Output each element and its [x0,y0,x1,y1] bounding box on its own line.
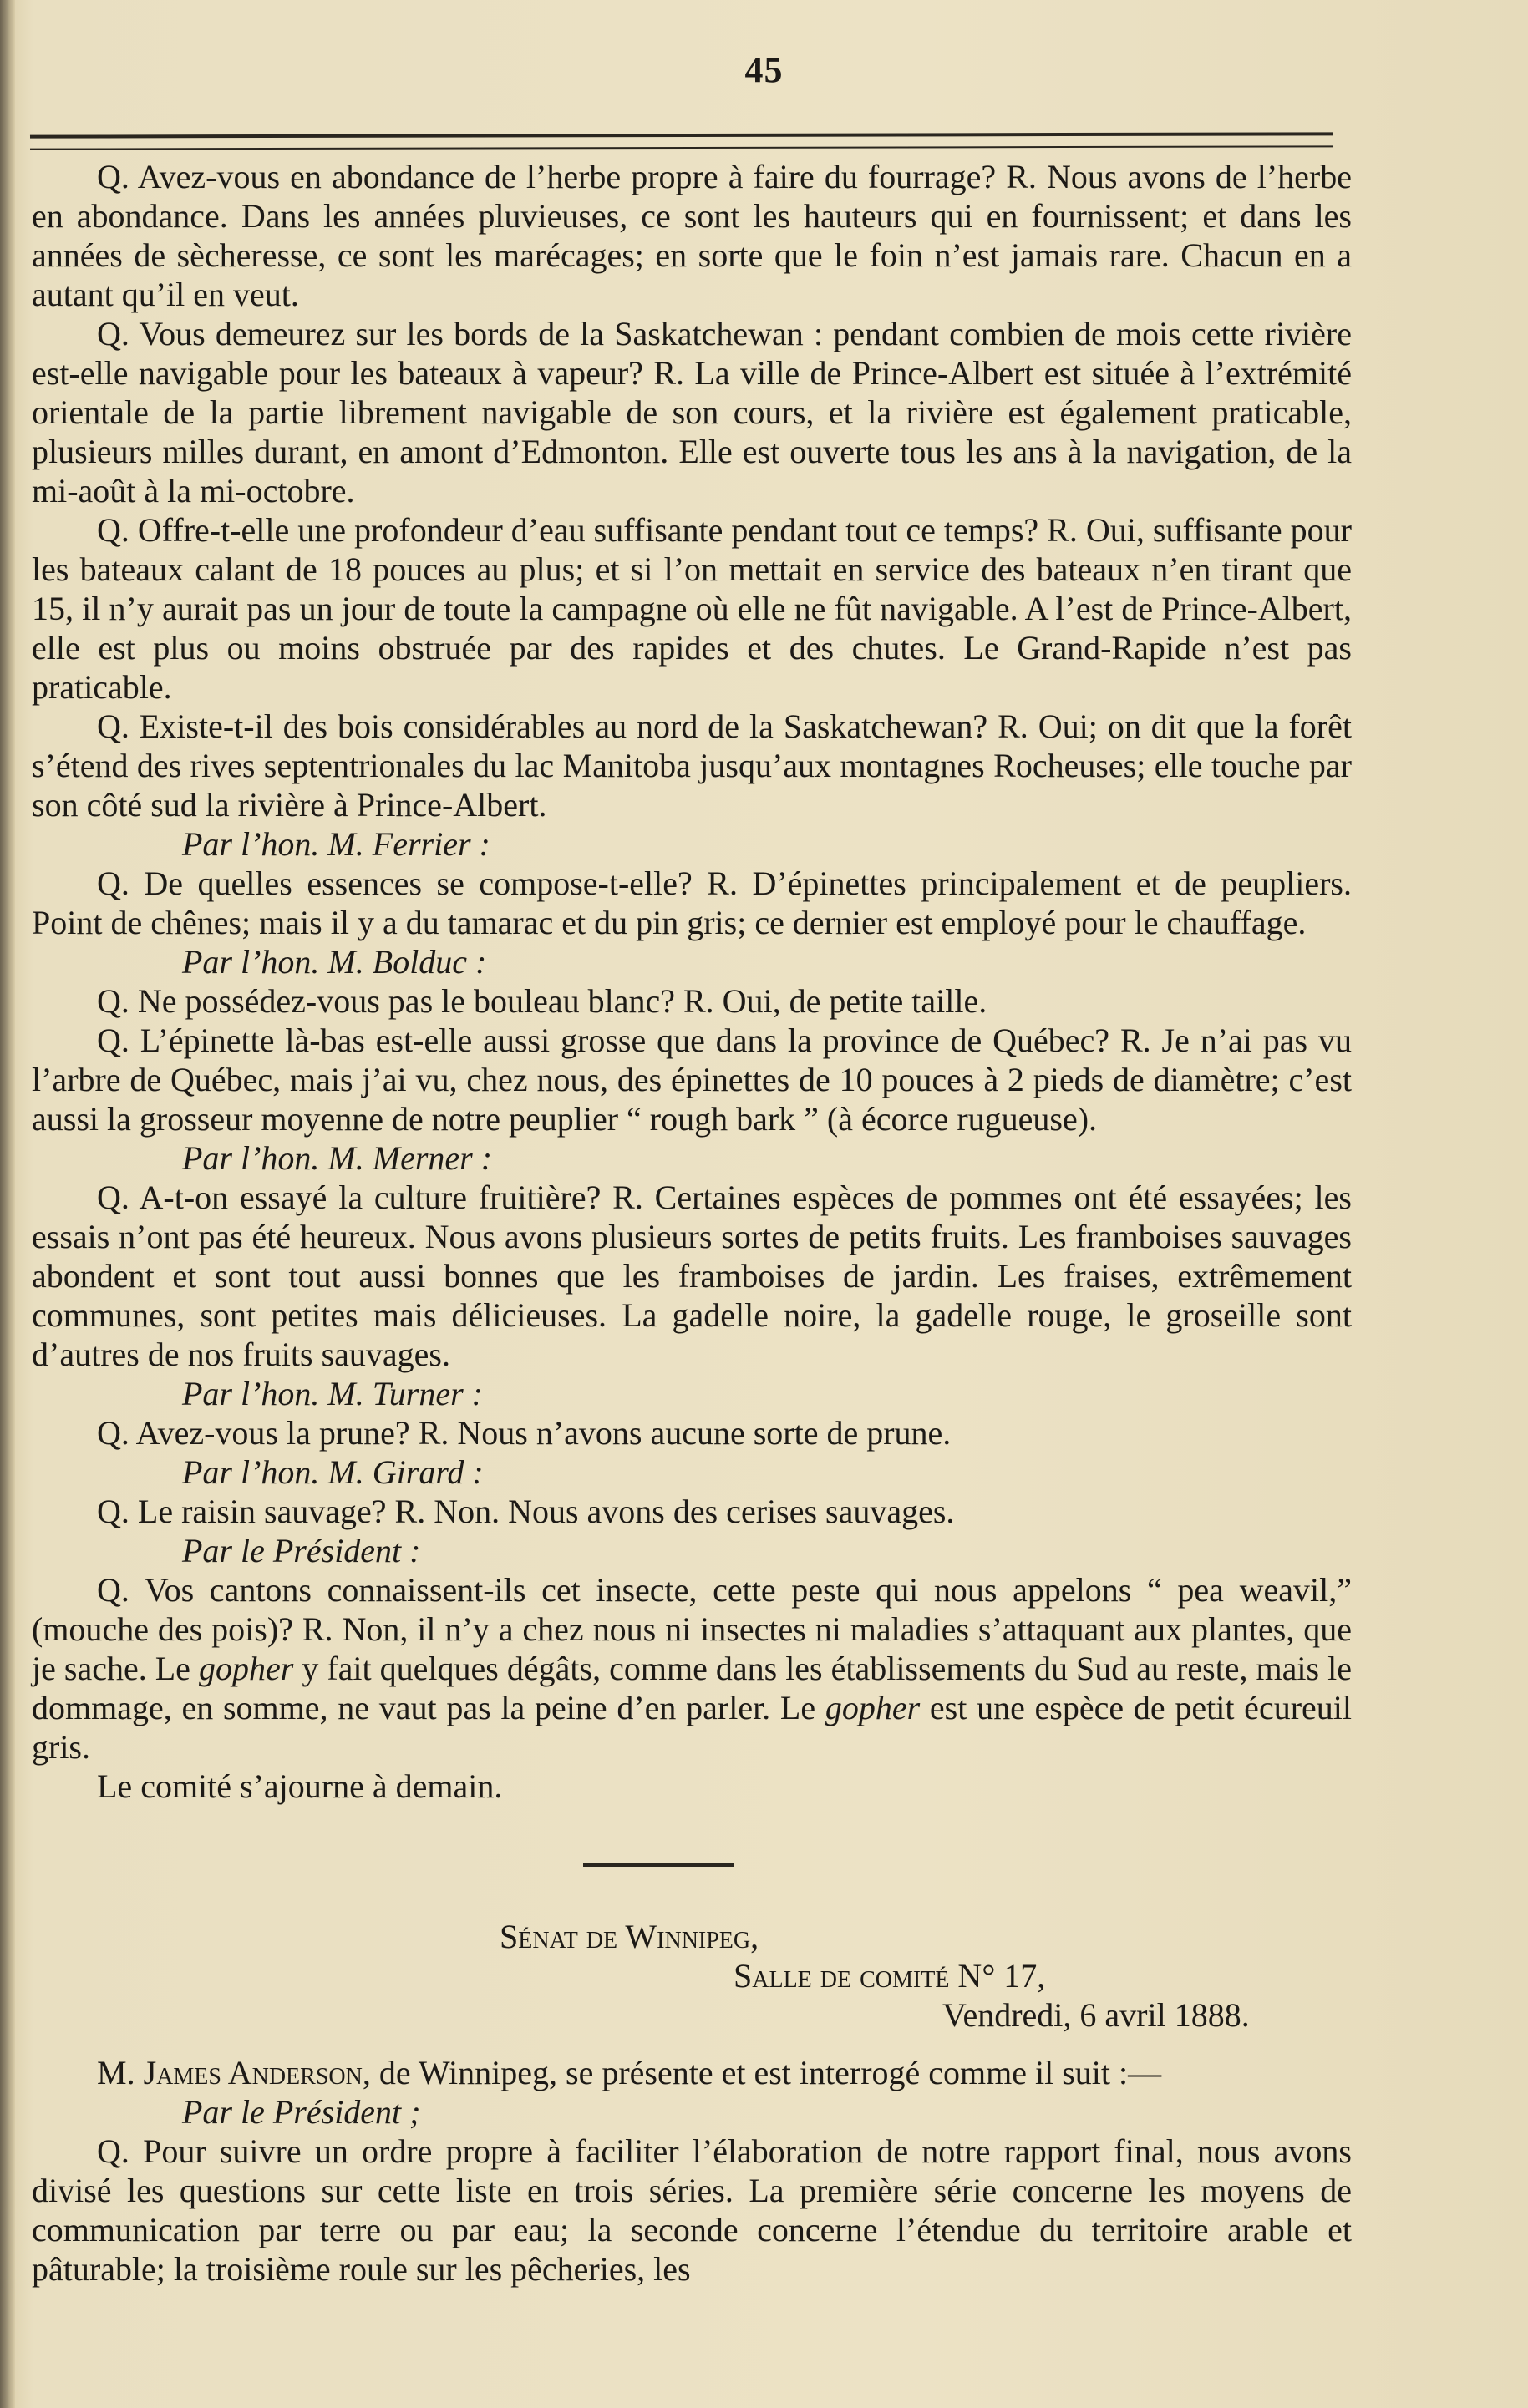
senate-heading: Sénat de Winnipeg, [500,1918,759,1955]
final-question: Q. Pour suivre un ordre propre à faciliter l’élaboration de notre rapport final, nous avons divisé les questions sur cette liste en trois séries. La première série concerne les moyens de communication par terre ou par eau; la seconde concerne l’étendue du territoire arable et pâturable; la troisième roule sur les pêcheries, les [32,2132,1352,2288]
speaker-line: Par l’hon. M. Bolduc : [182,943,487,981]
witness-introduction [32,2053,1352,2092]
gopher-term: gopher [825,1689,921,1726]
speaker-line: Par l’hon. M. Ferrier : [182,825,490,863]
speaker-line: Par le Président : [182,1532,421,1569]
adjournment-line: Le comité s’ajourne à demain. [97,1767,503,1805]
question-answer-paragraph: Q. A-t-on essayé la culture fruitière? R. Certaines espèces de pommes ont été essayées; les essais n’ont pas été heureux. Nous avons plusieurs sortes de petits fruits. Les framboises sauvages abondent et sont tout aussi bonnes que les framboises de jardin. Les fraises, extrêmement communes, sont petites mais délicieuses. La gadelle noire, la gadelle rouge, le groseille sont d’autres de nos fruits sauvages. [32,1179,1352,1373]
header-double-rule [30,132,1333,150]
gopher-paragraph [32,1570,1352,1767]
gopher-paragraph-text-b: y fait quelques dégâts, comme dans les établissements du Sud au reste, mais le dommage, en somme, ne vaut pas la peine d’en parler. Le [32,1650,1352,1726]
witness-name: James Anderson [143,2054,363,2091]
question-answer-paragraph: Q. Ne possédez-vous pas le bouleau blanc? R. Oui, de petite taille. [97,982,987,1020]
question-answer-paragraph: Q. Avez-vous la prune? R. Nous n’avons aucune sorte de prune. [97,1414,952,1452]
speaker-line: Par l’hon. M. Girard : [182,1453,484,1491]
gopher-paragraph-text-c: est une espèce de petit écureuil gris. [32,1689,1352,1766]
body-text [32,157,1352,2289]
question-answer-paragraph: Q. Existe-t-il des bois considérables au nord de la Saskatchewan? R. Oui; on dit que la forêt s’étend des rives septentrionales du lac Manitoba jusqu’aux montagnes Rocheuses; elle touche par son côté sud la rivière à Prince-Albert. [32,707,1352,824]
gopher-paragraph-text-a: Q. Vos cantons connaissent-ils cet insecte, cette peste qui nous appelons “ pea weavil,” (mouche des pois)? R. Non, il n’y a chez nous ni insectes ni maladies s’attaquant aux plantes, que je sache. Le [32,1571,1352,1687]
question-answer-paragraph: Q. De quelles essences se compose-t-elle? R. D’épinettes principalement et de peupliers. Point de chênes; mais il y a du tamarac et du pin gris; ce dernier est employé pour le chauffage. [32,864,1352,941]
committee-room-heading: Salle de comité N° 17, [734,1957,1046,1995]
witness-intro-text: , de Winnipeg, se présente et est interrogé comme il suit :— [362,2054,1162,2091]
section-separator-rule [583,1863,734,1867]
witness-prefix: M. [97,2054,144,2091]
gopher-term: gopher [198,1650,294,1687]
page-number: 45 [744,49,784,90]
testimony-part-one [32,157,1352,1570]
question-answer-paragraph: Q. Avez-vous en abondance de l’herbe propre à faire du fourrage? R. Nous avons de l’herbe en abondance. Dans les années pluvieuses, ce sont les hauteurs qui en fournissent; et dans les années de sècheresse, ce sont les marécages; en sorte que le foin n’est jamais rare. Chacun en a autant qu’il en veut. [32,158,1352,313]
question-answer-paragraph: Q. Vous demeurez sur les bords de la Saskatchewan : pendant combien de mois cette rivière est-elle navigable pour les bateaux à vapeur? R. La ville de Prince-Albert est située à l’extrémité orientale de la partie librement navigable de son cours, et la rivière est également praticable, plusieurs milles durant, en amont d’Edmonton. Elle est ouverte tous les ans à la navigation, de la mi-août à la mi-octobre. [32,315,1352,509]
speaker-line: Par l’hon. M. Merner : [182,1139,493,1177]
session-date: Vendredi, 6 avril 1888. [942,1996,1250,2034]
question-answer-paragraph: Q. Le raisin sauvage? R. Non. Nous avons des cerises sauvages. [97,1493,955,1530]
question-answer-paragraph: Q. Offre-t-elle une profondeur d’eau suffisante pendant tout ce temps? R. Oui, suffisante pour les bateaux calant de 18 pouces au plus; et si l’on mettait en service des bateaux n’en tirant que 15, il n’y aurait pas un jour de toute la campagne où elle ne fût navigable. A l’est de Prince-Albert, elle est plus ou moins obstruée par des rapides et des chutes. Le Grand-Rapide n’est pas praticable. [32,511,1352,706]
speaker-line: Par le Président ; [182,2093,421,2131]
question-answer-paragraph: Q. L’épinette là-bas est-elle aussi grosse que dans la province de Québec? R. Je n’ai pas vu l’arbre de Québec, mais j’ai vu, chez nous, des épinettes de 10 pouces à 2 pieds de diamètre; c’est aussi la grosseur moyenne de notre peuplier “ rough bark ” (à écorce rugueuse). [32,1021,1352,1138]
book-binding-edge [0,0,15,2408]
speaker-line: Par l’hon. M. Turner : [182,1375,483,1412]
